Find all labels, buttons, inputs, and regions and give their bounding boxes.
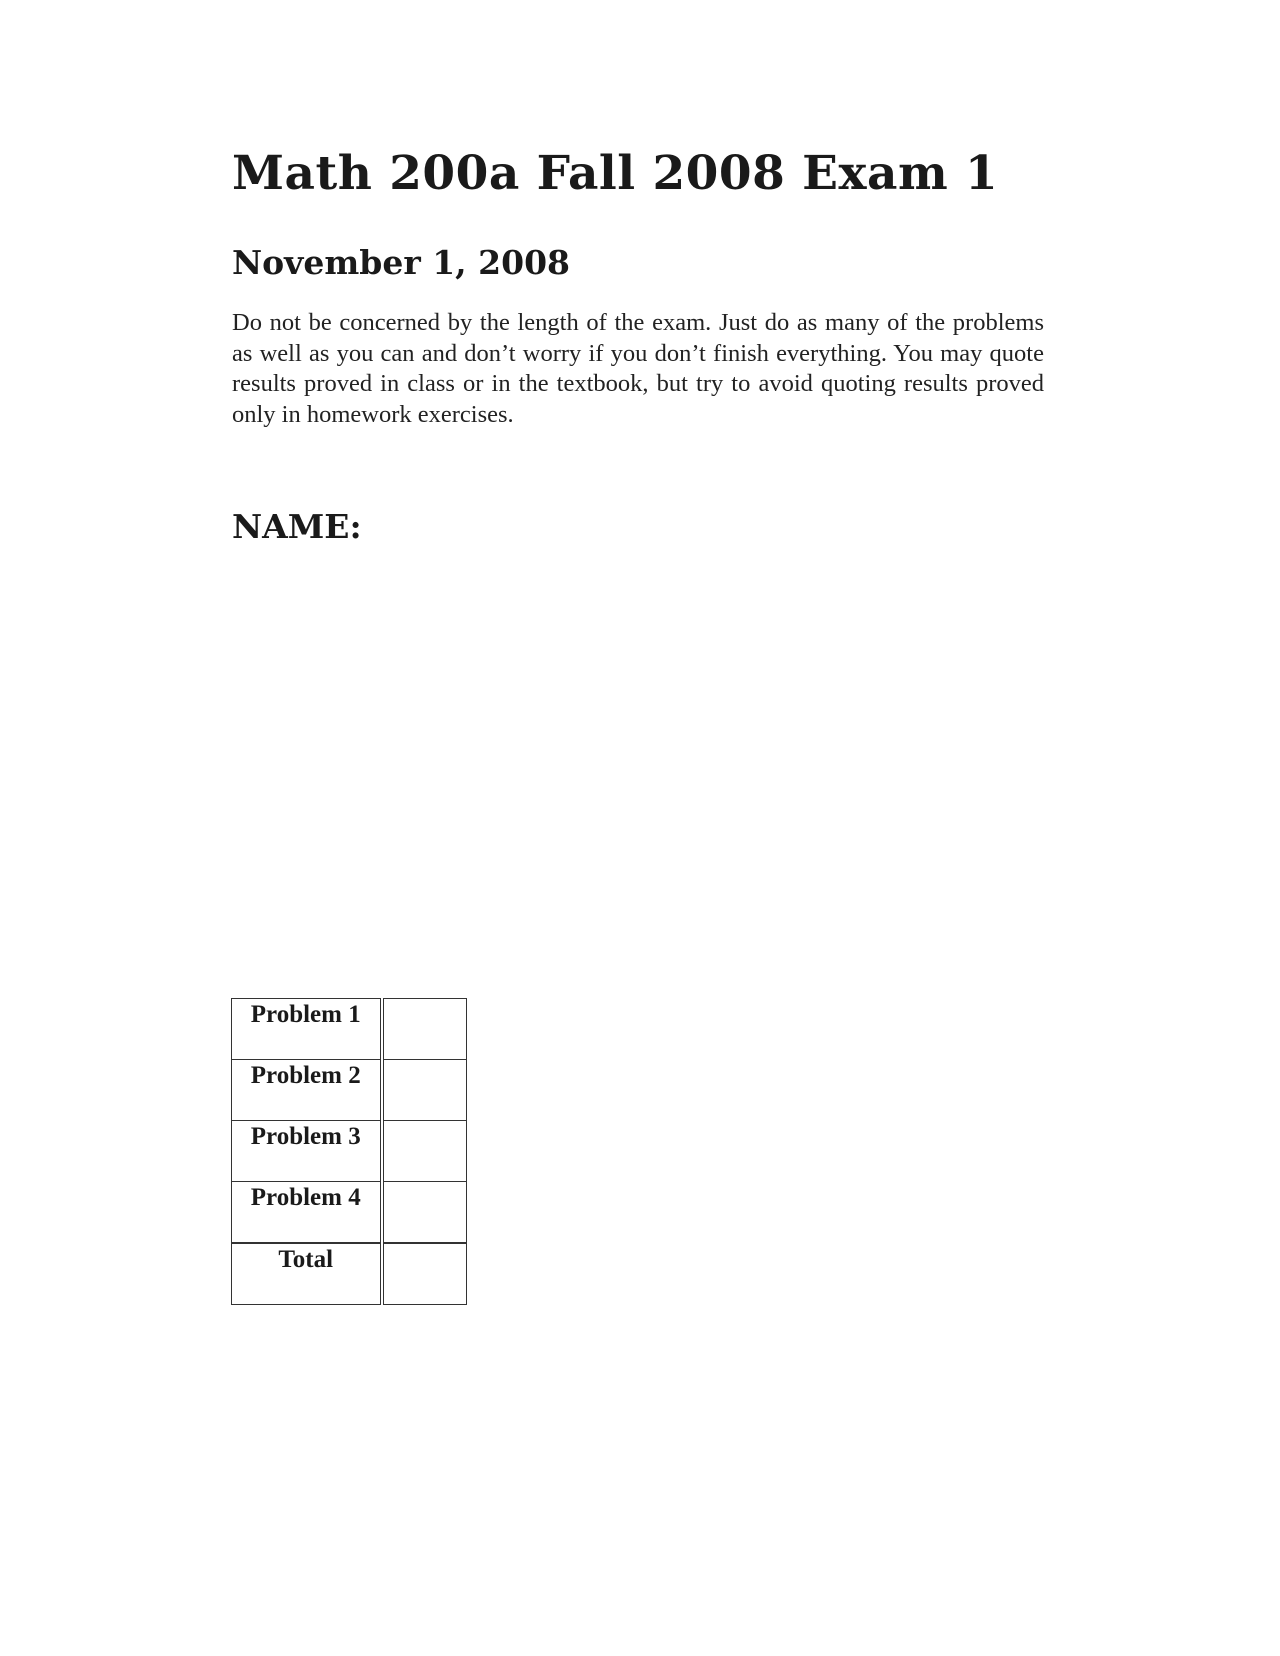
problem-2-score <box>382 1060 467 1121</box>
exam-date: November 1, 2008 <box>232 243 570 282</box>
table-row <box>232 1060 467 1121</box>
page-title: Math 200a Fall 2008 Exam 1 <box>232 146 999 201</box>
problem-4-label: Problem 4 <box>232 1182 382 1244</box>
problem-1-score <box>382 999 467 1060</box>
table-row <box>232 1121 467 1182</box>
table-row <box>232 1182 467 1244</box>
name-label: NAME: <box>232 507 362 546</box>
problem-2-label: Problem 2 <box>232 1060 382 1121</box>
total-label: Total <box>232 1243 382 1305</box>
problem-3-label: Problem 3 <box>232 1121 382 1182</box>
problem-1-label: Problem 1 <box>232 999 382 1060</box>
table-row-total <box>232 1243 467 1305</box>
exam-instructions: Do not be concerned by the length of the exam. Just do as many of the problems as well as you can and don’t worry if you don’t finish everything. You may quote results proved in class or in the textbook, but try to avoid quoting results proved only in homework exercises. <box>232 309 1044 428</box>
table-row <box>232 999 467 1060</box>
score-table <box>231 998 467 1305</box>
total-score <box>382 1243 467 1305</box>
problem-3-score <box>382 1121 467 1182</box>
problem-4-score <box>382 1182 467 1244</box>
